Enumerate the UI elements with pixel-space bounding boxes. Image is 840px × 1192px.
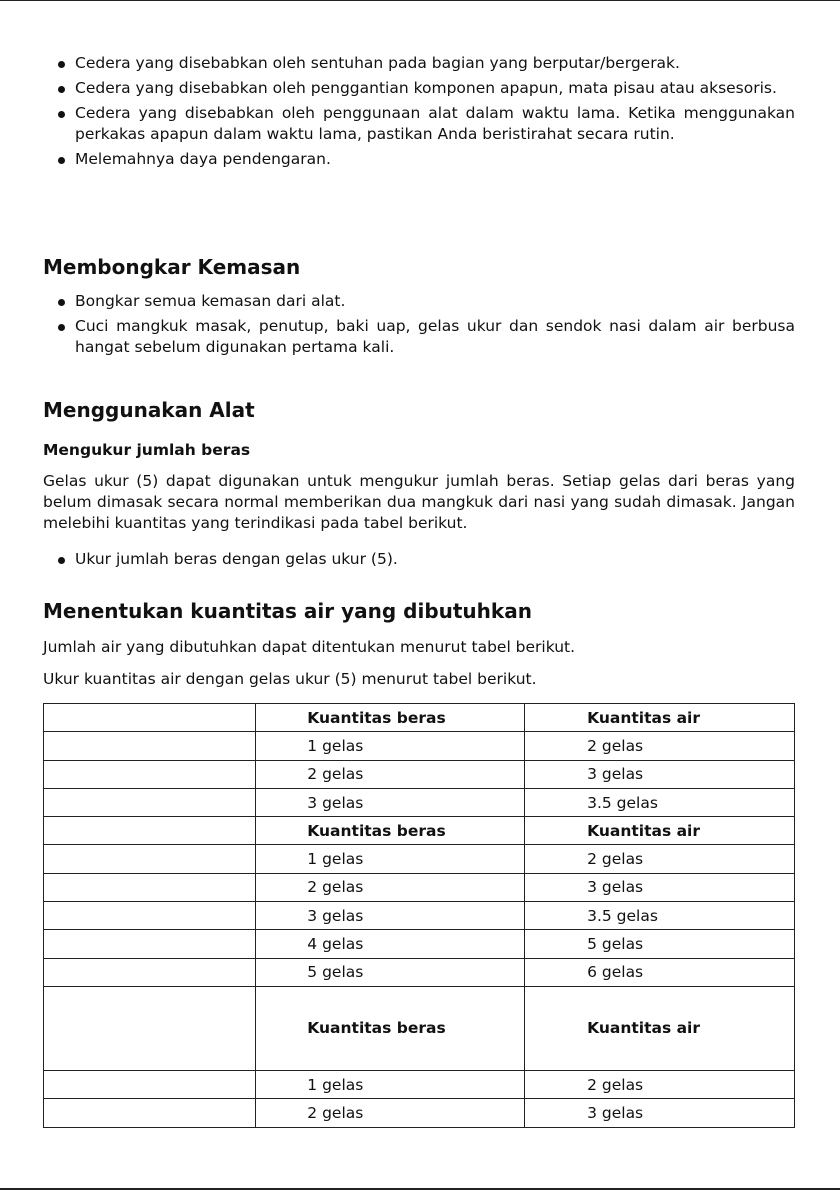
rice-cell: 3 gelas bbox=[256, 902, 525, 930]
rice-header: Kuantitas beras bbox=[256, 986, 525, 1070]
rice-cell: 1 gelas bbox=[256, 732, 525, 760]
unpack-item: Bongkar semua kemasan dari alat. bbox=[43, 291, 795, 312]
table-row bbox=[44, 1070, 795, 1098]
rice-cell: 2 gelas bbox=[256, 1099, 525, 1127]
table-cell bbox=[44, 817, 256, 845]
table-cell bbox=[44, 732, 256, 760]
water-cell: 3 gelas bbox=[525, 1099, 795, 1127]
table-row bbox=[44, 788, 795, 816]
water-cell: 6 gelas bbox=[525, 958, 795, 986]
table-header-row bbox=[44, 704, 795, 732]
usage-heading: Menggunakan Alat bbox=[43, 398, 255, 422]
water-header: Kuantitas air bbox=[525, 817, 795, 845]
table-row bbox=[44, 873, 795, 901]
usage-paragraph: Gelas ukur (5) dapat digunakan untuk mengukur jumlah beras. Setiap gelas dari beras yang belum dimasak secara normal memberikan dua mangkuk dari nasi yang sudah dimasak. Jangan melebihi kuantitas yang terindikasi pada tabel berikut. bbox=[43, 472, 795, 532]
usage-subheading: Mengukur jumlah beras bbox=[43, 441, 251, 459]
table-cell bbox=[44, 1070, 256, 1098]
water-heading: Menentukan kuantitas air yang dibutuhkan bbox=[43, 599, 532, 623]
table-cell bbox=[44, 902, 256, 930]
usage-list bbox=[43, 549, 795, 570]
water-cell: 2 gelas bbox=[525, 845, 795, 873]
rice-header: Kuantitas beras bbox=[256, 817, 525, 845]
table-cell bbox=[44, 788, 256, 816]
water-cell: 3 gelas bbox=[525, 873, 795, 901]
unpack-heading: Membongkar Kemasan bbox=[43, 255, 301, 279]
bottom-rule bbox=[0, 1188, 840, 1190]
water-header: Kuantitas air bbox=[525, 704, 795, 732]
water-cell: 3.5 gelas bbox=[525, 788, 795, 816]
table-cell bbox=[44, 873, 256, 901]
table-cell bbox=[44, 845, 256, 873]
rice-cell: 2 gelas bbox=[256, 873, 525, 901]
table-row bbox=[44, 732, 795, 760]
table-cell bbox=[44, 1099, 256, 1127]
usage-item: Ukur jumlah beras dengan gelas ukur (5). bbox=[43, 549, 795, 570]
table-row bbox=[44, 902, 795, 930]
table-cell bbox=[44, 958, 256, 986]
water-cell: 3.5 gelas bbox=[525, 902, 795, 930]
hazard-list bbox=[43, 53, 795, 170]
hazard-item: Cedera yang disebabkan oleh sentuhan pada bagian yang berputar/bergerak. bbox=[43, 53, 795, 74]
table-row bbox=[44, 1099, 795, 1127]
hazard-item: Melemahnya daya pendengaran. bbox=[43, 149, 795, 170]
table-cell bbox=[44, 704, 256, 732]
water-paragraph-2: Ukur kuantitas air dengan gelas ukur (5) menurut tabel berikut. bbox=[43, 670, 537, 688]
table-cell bbox=[44, 760, 256, 788]
rice-cell: 1 gelas bbox=[256, 1070, 525, 1098]
rice-cell: 5 gelas bbox=[256, 958, 525, 986]
water-quantity-table bbox=[43, 703, 795, 1128]
water-cell: 5 gelas bbox=[525, 930, 795, 958]
water-cell: 2 gelas bbox=[525, 1070, 795, 1098]
water-header: Kuantitas air bbox=[525, 986, 795, 1070]
rice-cell: 4 gelas bbox=[256, 930, 525, 958]
water-cell: 3 gelas bbox=[525, 760, 795, 788]
table-row bbox=[44, 845, 795, 873]
hazard-item: Cedera yang disebabkan oleh penggunaan alat dalam waktu lama. Ketika menggunakan perkakas apapun dalam waktu lama, pastikan Anda beristirahat secara rutin. bbox=[43, 103, 795, 145]
water-paragraph-1: Jumlah air yang dibutuhkan dapat ditentukan menurut tabel berikut. bbox=[43, 638, 576, 656]
table-header-row bbox=[44, 986, 795, 1070]
table-cell bbox=[44, 986, 256, 1070]
table-row bbox=[44, 958, 795, 986]
unpack-list bbox=[43, 291, 795, 358]
rice-cell: 3 gelas bbox=[256, 788, 525, 816]
table-row bbox=[44, 930, 795, 958]
unpack-item: Cuci mangkuk masak, penutup, baki uap, gelas ukur dan sendok nasi dalam air berbusa hangat sebelum digunakan pertama kali. bbox=[43, 316, 795, 358]
rice-cell: 2 gelas bbox=[256, 760, 525, 788]
table-header-row bbox=[44, 817, 795, 845]
hazard-item: Cedera yang disebabkan oleh penggantian komponen apapun, mata pisau atau aksesoris. bbox=[43, 78, 795, 99]
rice-cell: 1 gelas bbox=[256, 845, 525, 873]
rice-header: Kuantitas beras bbox=[256, 704, 525, 732]
water-cell: 2 gelas bbox=[525, 732, 795, 760]
table-cell bbox=[44, 930, 256, 958]
top-rule bbox=[0, 0, 840, 1]
table-row bbox=[44, 760, 795, 788]
